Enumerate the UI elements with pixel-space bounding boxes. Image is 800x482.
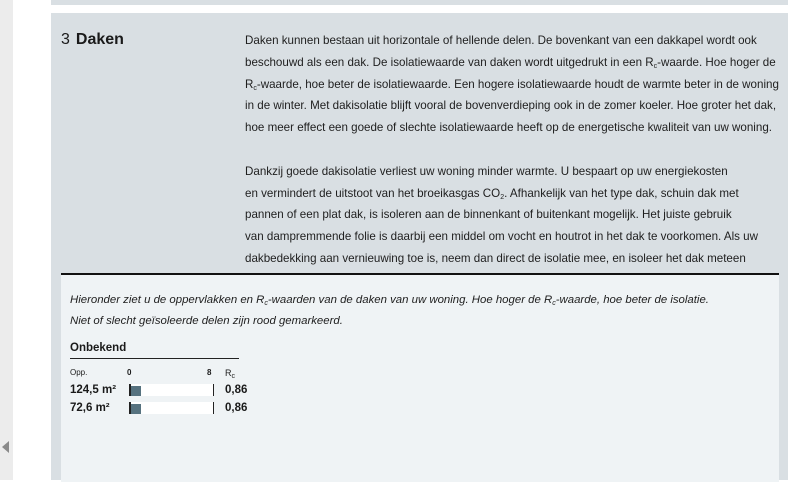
- header-rc: $R_c$: [225, 368, 235, 380]
- section-title: [61, 30, 124, 50]
- panel-note: [70, 290, 770, 332]
- rc-bar: [129, 384, 214, 396]
- panel-note-line-2: Niet of slecht geïsoleerde delen zijn rood gemarkeerd.: [70, 315, 343, 327]
- scroll-left-arrow-icon[interactable]: [2, 441, 9, 453]
- section-name: Daken: [75, 31, 124, 48]
- row-area: 72,6 m²: [70, 402, 110, 414]
- row-rc-value: 0,86: [225, 384, 248, 396]
- scale-max-label: 8: [207, 368, 212, 377]
- row-rc-value: 0,86: [225, 402, 248, 414]
- row-area: 124,5 m²: [70, 384, 117, 396]
- roof-values-panel: [61, 273, 779, 482]
- roof-group-title: Onbekend: [70, 342, 239, 359]
- scale-min-label: 0: [127, 368, 132, 377]
- table-row: [70, 382, 260, 400]
- section-number: 3: [61, 31, 70, 48]
- intro-paragraph-1: Daken kunnen bestaan uit horizontale of hellende delen. De bovenkant van een dakkapel wordt ook beschouwd als een dak. De isolatiewaarde van daken wordt uitgedrukt in een $R_c$-waarde. Hoe hoger de $R_c$-waarde, hoe beter de isolatiewaarde. Een hogere isolatiewaarde houdt de warmte beter in de woning in de winter. Met dakisolatie blijft vooral de bovenverdieping ook in de zomer koeler. Hoe groter het dak, hoe meer effect een goede of slechte isolatiewaarde heeft op de energetische kwaliteit van uw woning.: [245, 34, 779, 135]
- section-card-daken: [51, 13, 788, 480]
- rc-value-table: [70, 368, 260, 418]
- section-intro: [245, 30, 785, 292]
- header-area: Opp.: [70, 368, 88, 377]
- rc-table-header: [70, 368, 260, 382]
- left-rail: [0, 0, 13, 480]
- rc-bar-fill: [131, 404, 141, 414]
- table-row: [70, 400, 260, 418]
- previous-section-card: [51, 0, 788, 5]
- panel-note-line-1: Hieronder ziet u de oppervlakken en $R_c$-waarden van de daken van uw woning. Hoe hoger de $R_c$-waarde, hoe beter de isolatie.: [70, 294, 709, 307]
- intro-paragraph-2: Dankzij goede dakisolatie verliest uw woning minder warmte. U bespaart op uw energiekosten en vermindert de uitstoot van het broeikasgas $CO_2$. Afhankelijk van het type dak, schuin dak met pannen of een plat dak, is isoleren aan de binnenkant of buitenkant mogelijk. Het juiste gebruik van dampremmende folie is daarbij een middel om vocht en houtrot in het dak te voorkomen. Als uw dakbedekking aan vernieuwing toe is, neem dan direct de isolatie mee, en isoleer het dak meteen: [245, 164, 758, 265]
- rc-bar-fill: [131, 386, 141, 396]
- rc-bar: [129, 402, 214, 414]
